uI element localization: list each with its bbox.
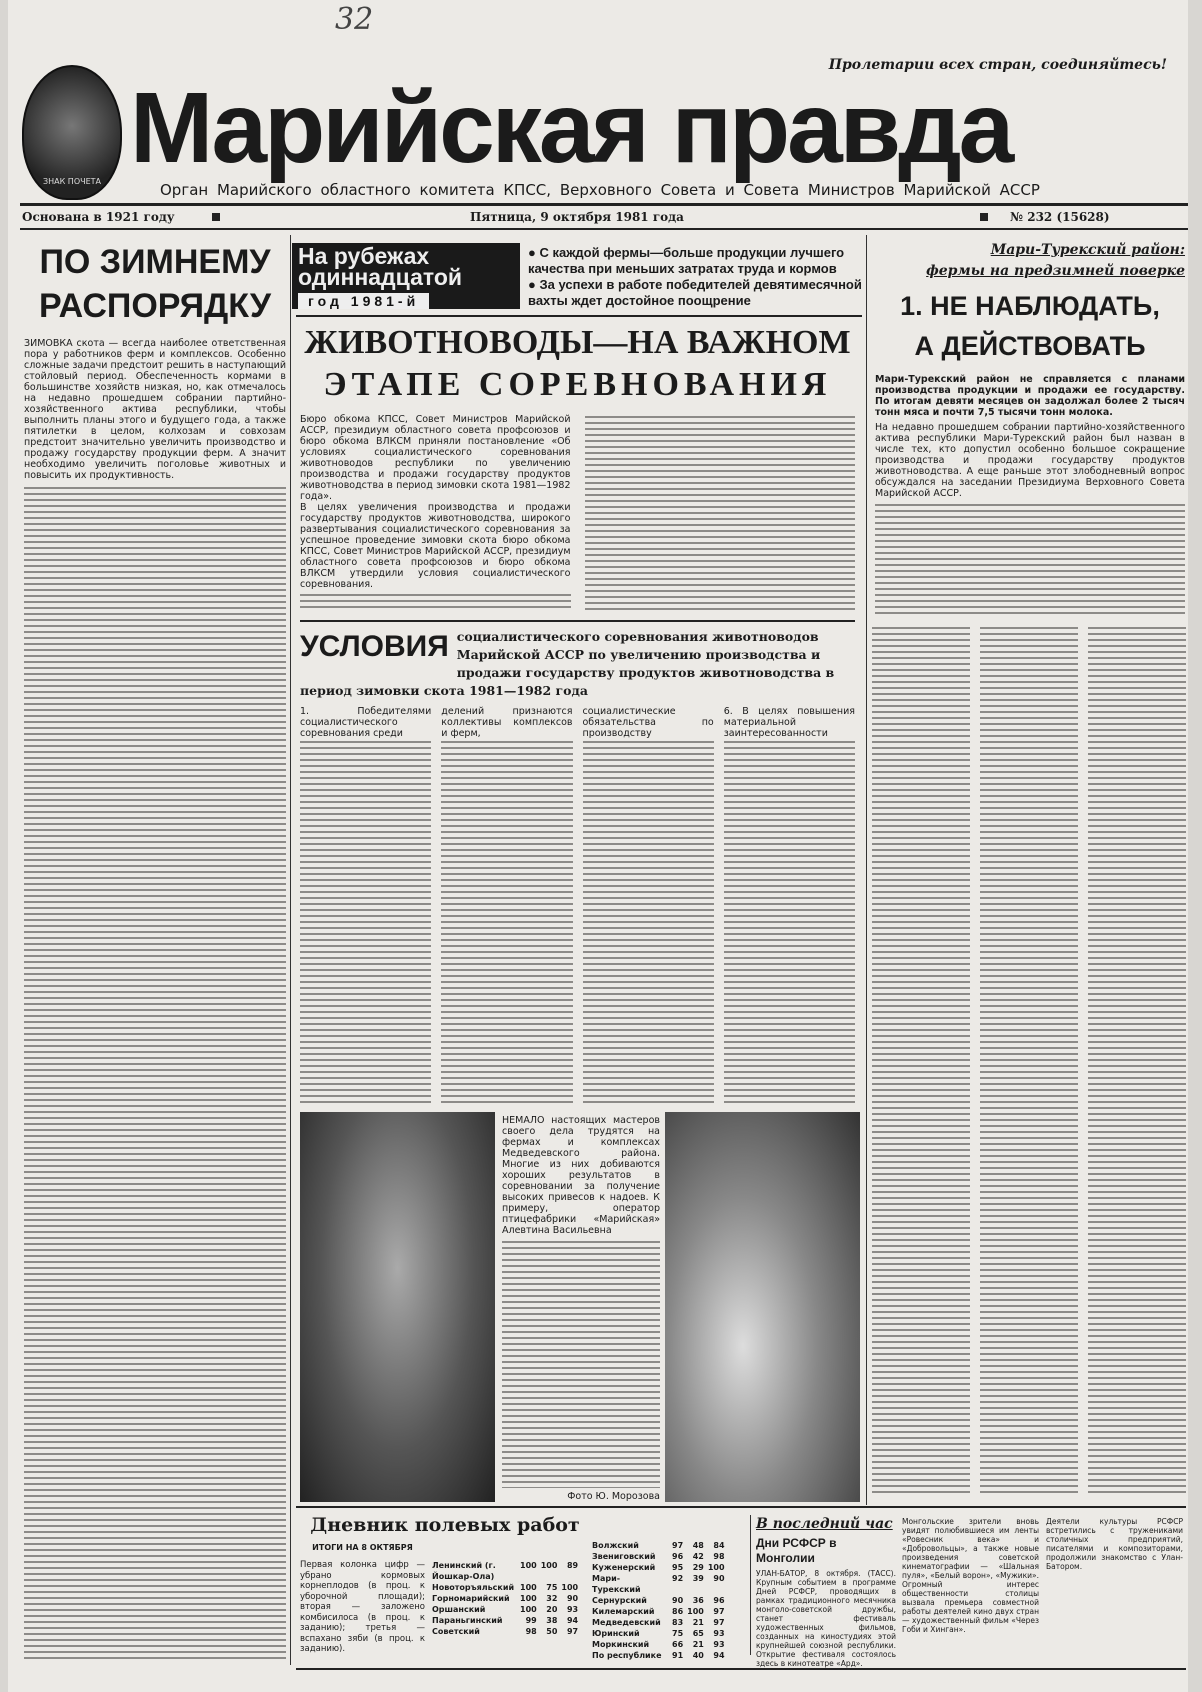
founded-text: Основана в 1921 году (22, 210, 175, 224)
diary-value: 100 (520, 1605, 537, 1614)
last-hour (756, 1515, 896, 1668)
diary-row (590, 1617, 727, 1628)
district-name: Куженерский (592, 1563, 656, 1572)
bullet-text: За успехи в работе победителей девятимесячной вахты ждет достойное поощрение (528, 277, 862, 308)
headline-line: 1. НЕ НАБЛЮДАТЬ, (900, 291, 1160, 321)
district-name: Сернурский (592, 1596, 647, 1605)
diary-value: 100 (707, 1563, 725, 1572)
diary-value: 100 (520, 1561, 537, 1570)
diary-row (430, 1593, 580, 1604)
district-name: Параньгинский (432, 1616, 503, 1625)
district-name: Советский (432, 1627, 480, 1636)
diary-row (590, 1573, 727, 1595)
diary-row (430, 1615, 580, 1626)
diary-value: 84 (713, 1541, 725, 1550)
kicker-line: фермы на предзимней поверке (926, 263, 1185, 279)
right-headline (875, 286, 1185, 366)
rubric-line2: одиннадцатой (298, 264, 463, 290)
diary-value: 21 (692, 1640, 704, 1649)
photo-caption: НЕМАЛО настоящих мастеров своего дела трудятся на фермах и комплексах Медведевского района. Многие из них добиваются хороших результатов в соревновании за получение высоких привесов к надоев. К примеру, оператор птицефабрики «Марийская» Алевтина Васильевна (502, 1115, 660, 1236)
diary-row (430, 1582, 580, 1593)
conditions-title: УСЛОВИЯ (300, 630, 449, 663)
kicker-line: Мари-Турекский район: (990, 242, 1185, 258)
body-text (724, 739, 855, 1105)
bullet-square (212, 213, 220, 221)
diary-value: 94 (566, 1616, 579, 1625)
issue-date: Пятница, 9 октября 1981 года (470, 210, 684, 224)
photo-caption-block (502, 1115, 660, 1502)
body-text (585, 414, 856, 612)
diary-value: 29 (692, 1563, 704, 1572)
diary-value: 90 (713, 1574, 725, 1583)
issue-number: № 232 (15628) (1010, 210, 1110, 224)
body-text (1088, 625, 1186, 1495)
paragraph: В целях увеличения производства и продажи государству продуктов животноводства, широкого развертывания социалистического соревнования за успешное проведение зимовки скота бюро обкома КПСС, Совет Министров Марийской АССР, президиум областного совета профсоюзов и бюро обкома ВЛКСМ утвердили условия социалистического соревнования. (300, 502, 571, 590)
diary-value: 97 (713, 1607, 725, 1616)
photo-milkmaid (300, 1112, 495, 1502)
diary-value: 100 (687, 1607, 704, 1616)
district-name: Килемарский (592, 1607, 655, 1616)
body-text (980, 625, 1078, 1495)
photo-credit: Фото Ю. Морозова (567, 1491, 660, 1502)
column-rule (750, 1515, 751, 1655)
diary-value: 39 (692, 1574, 704, 1583)
photo-poultry-worker (665, 1112, 860, 1502)
diary-value: 94 (713, 1651, 725, 1660)
diary-value: 97 (672, 1541, 684, 1550)
diary-value: 97 (713, 1618, 725, 1627)
diary-value: 93 (566, 1605, 579, 1614)
diary-value: 100 (540, 1561, 558, 1570)
right-kicker (875, 240, 1185, 282)
diary-row (430, 1626, 580, 1637)
right-article (875, 240, 1185, 615)
diary-value: 21 (692, 1618, 704, 1627)
diary-value: 100 (520, 1583, 537, 1592)
district-name: По республике (592, 1651, 662, 1660)
district-name: Юринский (592, 1629, 640, 1638)
district-name: Новоторъяльский (432, 1583, 515, 1592)
diary-value: 65 (692, 1629, 704, 1638)
diary-value: 95 (672, 1563, 684, 1572)
conditions-columns (300, 706, 855, 1105)
diary-value: 98 (525, 1627, 537, 1636)
diary-row (590, 1551, 727, 1562)
diary-row (590, 1639, 727, 1650)
district-name: Мари-Турекский (592, 1574, 641, 1594)
district-name: Моркинский (592, 1640, 650, 1649)
body-text (583, 739, 714, 1105)
main-headline-line1: ЖИВОТНОВОДЫ—НА ВАЖНОМ (304, 324, 851, 361)
body-text (872, 625, 970, 1495)
right-paragraph: На недавно прошедшем собрании партийно-хозяйственного актива республики Мари-Турекский район был назван в числе тех, кто допустил особенно большое сокращение производства и продажи государству продуктов животноводства. А еще раньше этот злободневный вопрос обсуждался на заседании Президиума Верховного Совета Марийской АССР. (875, 422, 1185, 499)
last-hour-headline: Дни РСФСР в Монголии (756, 1536, 837, 1565)
diary-row (430, 1560, 580, 1582)
diary-value: 75 (672, 1629, 684, 1638)
diary-table-left (430, 1560, 580, 1637)
bullet-item: ● За успехи в работе победителей девятимесячной вахты ждет достойное поощрение (528, 277, 862, 308)
bullet-text: С каждой фермы—больше продукции лучшего качества при меньших затратах труда и кормов (528, 245, 845, 276)
conditions-col: 1. Победителями социалистического соревнования среди (300, 706, 432, 739)
right-lead: Мари-Турекский район не справляется с планами производства продукции и продажи ее государству. По итогам девяти месяцев он задолжал более 2 тысяч тонн мяса и почти 7,5 тысячи тонн молока. (875, 374, 1185, 418)
column-rule (290, 235, 291, 1665)
diary-value: 75 (546, 1583, 558, 1592)
emblem-text: ЗНАК ПОЧЕТА (42, 177, 102, 186)
rubric-box (292, 243, 520, 309)
paragraph: УЛАН-БАТОР, 8 октября. (ТАСС). Крупным событием в программе Дней РСФСР, проводящих в рамках традиционного месячника монголо-советской дружбы, станет фестиваль художественных фильмов, созданных на киностудиях этой крупнейшей союзной республики. Открытие фестиваля состоялось здесь в кинотеатре «Ард». (756, 1569, 896, 1668)
diary-value: 96 (672, 1552, 684, 1561)
divider (296, 1668, 1186, 1670)
bullet-list (528, 245, 863, 309)
diary-value: 86 (672, 1607, 684, 1616)
diary-value: 36 (692, 1596, 704, 1605)
diary-row (590, 1562, 727, 1573)
district-name: Оршанский (432, 1605, 486, 1614)
district-name: Звениговский (592, 1552, 656, 1561)
diary-value: 66 (672, 1640, 684, 1649)
diary-value: 98 (713, 1552, 725, 1561)
diary-row (590, 1650, 727, 1661)
diary-value: 90 (672, 1596, 684, 1605)
divider (296, 315, 862, 317)
rubric-year: год 1981-й (298, 293, 429, 309)
diary-row (590, 1628, 727, 1639)
body-text (300, 739, 431, 1105)
district-name: Медведевский (592, 1618, 661, 1627)
diary-value: 32 (546, 1594, 558, 1603)
conditions-subtitle: социалистического соревнования животноводов Марийской АССР по увеличению производства и продажи государству продуктов животноводства в период зимовки скота 1981—1982 года (300, 629, 835, 698)
divider (20, 228, 1188, 230)
district-name: Горномарийский (432, 1594, 510, 1603)
paragraph: Деятели культуры РСФСР встретились с тружениками столичных предприятий, писателями и композиторами, продолжили знакомство с Улан-Батором. (1046, 1517, 1183, 1571)
bullet-square (980, 213, 988, 221)
diary-value: 100 (520, 1594, 537, 1603)
district-name: Волжский (592, 1541, 639, 1550)
diary-value: 91 (672, 1651, 684, 1660)
main-headline-line2: ЭТАПЕ СОРЕВНОВАНИЯ (323, 366, 832, 403)
left-headline: ПО ЗИМНЕМУ РАСПОРЯДКУ (38, 243, 272, 325)
last-hour-kicker: В последний час (756, 1516, 893, 1532)
diary-value: 89 (566, 1561, 579, 1570)
conditions-header (300, 628, 855, 700)
center-section (300, 322, 855, 1105)
diary-value: 20 (546, 1605, 558, 1614)
divider (296, 1506, 1186, 1508)
diary-row (590, 1595, 727, 1606)
diary-value: 97 (566, 1627, 579, 1636)
diary-value: 83 (672, 1618, 684, 1627)
diary-value: 38 (546, 1616, 558, 1625)
diary-table-right (590, 1540, 727, 1661)
body-text (875, 502, 1185, 615)
body-text (300, 592, 571, 612)
column-rule (866, 235, 867, 1505)
conditions-col: 6. В целях повышения материальной заинтересованности (723, 706, 855, 739)
diary-value: 100 (561, 1583, 579, 1592)
diary-value: 99 (525, 1616, 537, 1625)
diary-value: 50 (546, 1627, 558, 1636)
handwritten-number: 32 (335, 2, 374, 37)
left-article (24, 240, 286, 1660)
left-lead: ЗИМОВКА скота — всегда наиболее ответственная пора у работников ферм и комплексов. Особенно сложные задачи предстоит решить в наступающий стойловый период. Обеспеченность кормами в большинстве хозяйств низкая, но, как отмечалось на недавно прошедшем собрании партийно-хозяйственного актива республики, чтобы выполнить планы этого и будущего года, а также пятилетки в целом, колхозам и совхозам предстоит значительно увеличить производство и продажу государству продукции ферм. А значит необходимо увеличить поголовье животных и повысить их продуктивность. (24, 338, 286, 481)
slogan: Пролетарии всех стран, соединяйтесь! (828, 57, 1167, 73)
district-name: Ленинский (г. Йошкар-Ола) (432, 1561, 496, 1581)
diary-subtitle: ИТОГИ НА 8 ОКТЯБРЯ (312, 1543, 413, 1552)
paragraph: Монгольские зрители вновь увидят полюбившиеся им ленты «Ровесник века» и «Добровольцы», а также новые произведения советской кинематографии — «Шальная пуля», «Белый ворон», «Мужики». Огромный интерес общественности столицы вызвала премьера совместной работы деятелей кино двух стран — художественный фильм «Через Гоби и Хинган». (902, 1517, 1039, 1634)
diary-value: 40 (692, 1651, 704, 1660)
diary-title: Дневник полевых работ (310, 1514, 580, 1536)
order-badge-emblem (22, 65, 122, 200)
organ-line: Орган Марийского областного комитета КПСС, Верховного Совета и Совета Министров Марийской АССР (160, 181, 1040, 199)
field-diary (300, 1513, 590, 1559)
diary-value: 93 (713, 1629, 725, 1638)
main-article-text (300, 414, 855, 612)
diary-value: 93 (713, 1640, 725, 1649)
headline-line: А ДЕЙСТВОВАТЬ (914, 331, 1146, 361)
diary-row (430, 1604, 580, 1615)
diary-row (590, 1540, 727, 1551)
paragraph: Бюро обкома КПСС, Совет Министров Марийской АССР, президиум областного совета профсоюзов и бюро обкома ВЛКСМ приняли постановление «Об условиях социалистического соревнования животноводов республики по увеличению производства и продажи государству продуктов животноводства в период зимовки скота 1981—1982 года». (300, 414, 571, 502)
body-text (502, 1239, 660, 1488)
conditions-col: социалистические обязательства по производству (582, 706, 714, 739)
body-text (441, 739, 572, 1105)
left-body-text (24, 485, 286, 1660)
divider (300, 620, 855, 622)
diary-note: Первая колонка цифр — убрано кормовых корнеплодов (в проц. к уборочной площади); вторая — заложено комбисилоса (в проц. к заданию); третья — вспахано зяби (в проц. к заданию). (300, 1560, 425, 1654)
diary-value: 96 (713, 1596, 725, 1605)
divider (20, 203, 1188, 206)
newspaper-title: Марийская правда (130, 72, 1012, 184)
diary-value: 48 (692, 1541, 704, 1550)
rubric-line1: На рубежах (298, 243, 430, 269)
conditions-col: делений признаются коллективы комплексов и ферм, (441, 706, 573, 739)
diary-value: 90 (566, 1594, 579, 1603)
diary-row (590, 1606, 727, 1617)
diary-value: 42 (692, 1552, 704, 1561)
bullet-item: ● С каждой фермы—больше продукции лучшего качества при меньших затратах труда и кормов (528, 245, 845, 276)
main-headline (300, 322, 855, 406)
diary-value: 92 (672, 1574, 684, 1583)
